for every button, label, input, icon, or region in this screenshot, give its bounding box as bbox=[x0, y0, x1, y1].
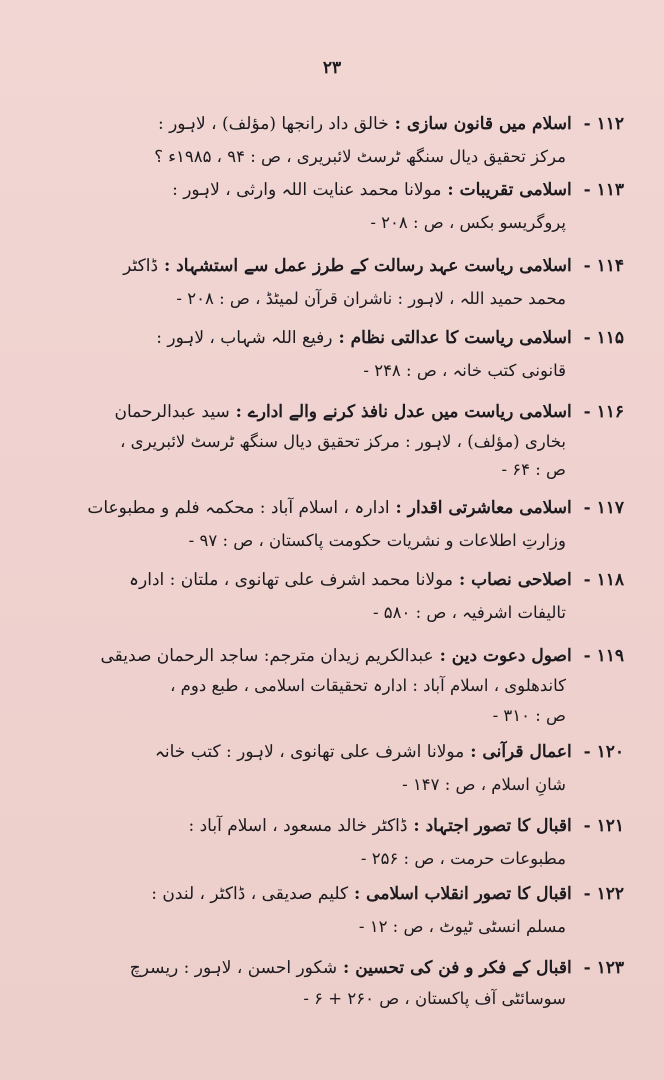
entry-details: شکور احسن ، لاہور : ریسرچ bbox=[129, 958, 338, 978]
entry-number: ۱۲۱ - bbox=[583, 816, 624, 836]
entry-heading bbox=[129, 568, 624, 592]
entry-continuation: کاندھلوی ، اسلام آباد : ادارہ تحقیقات اسلامی ، طبع دوم ، bbox=[170, 676, 566, 695]
entry-number: ۱۱۹ - bbox=[583, 646, 624, 666]
entry-title: اسلامی معاشرتی اقدار : bbox=[395, 498, 572, 518]
entry-details: مولانا اشرف علی تھانوی ، لاہور : کتب خانہ bbox=[154, 742, 465, 762]
entry-details: ادارہ ، اسلام آباد : محکمہ فلم و مطبوعات bbox=[87, 498, 390, 518]
entry-heading bbox=[115, 400, 624, 424]
entry-continuation: وزارتِ اطلاعات و نشریات حکومت پاکستان ، ص : ۹۷ - bbox=[188, 531, 566, 550]
entry-details: کلیم صدیقی ، ڈاکٹر ، لندن : bbox=[151, 884, 349, 904]
entry-heading bbox=[172, 178, 624, 202]
entry-details: سید عبدالرحمان bbox=[114, 402, 230, 422]
entry-number: ۱۱۴ - bbox=[583, 256, 624, 276]
entry-continuation: قانونی کتب خانہ ، ص : ۲۴۸ - bbox=[363, 361, 566, 380]
entry-number: ۱۱۷ - bbox=[583, 498, 624, 518]
entry-details: عبدالکریم زیدان مترجم: ساجد الرحمان صدیقی bbox=[100, 646, 434, 666]
entry-continuation: سوسائٹی آف پاکستان ، ص ۲۶۰ + ۶ - bbox=[303, 989, 566, 1008]
entry-heading bbox=[156, 326, 624, 350]
entry-heading bbox=[87, 496, 624, 520]
entry-number: ۱۲۳ - bbox=[583, 958, 624, 978]
entry-title: اقبال کا تصور اجتہاد : bbox=[413, 816, 572, 836]
entry-number: ۱۲۰ - bbox=[583, 742, 624, 762]
entry-continuation: مرکز تحقیق دیال سنگھ ٹرسٹ لائبریری ، ص : ۹۴ ، ۱۹۸۵ء ؟ bbox=[154, 147, 566, 166]
entry-continuation: بخاری (مؤلف) ، لاہور : مرکز تحقیق دیال سنگھ ٹرسٹ لائبریری ، bbox=[120, 432, 566, 451]
entry-number: ۱۱۵ - bbox=[583, 328, 624, 348]
entry-continuation: مسلم انسٹی ٹیوٹ ، ص : ۱۲ - bbox=[358, 917, 566, 936]
entry-title: اسلامی ریاست کا عدالتی نظام : bbox=[338, 328, 572, 348]
entry-continuation: پروگریسو بکس ، ص : ۲۰۸ - bbox=[370, 213, 566, 232]
entry-title: اقبال کے فکر و فن کی تحسین : bbox=[343, 958, 572, 978]
entry-details: رفیع اللہ شہاب ، لاہور : bbox=[156, 328, 333, 348]
entry-heading bbox=[130, 956, 624, 980]
entry-continuation: ص : ۶۴ - bbox=[501, 460, 566, 479]
entry-details: ڈاکٹر bbox=[123, 256, 159, 276]
entry-title: اسلامی تقریبات : bbox=[447, 180, 572, 200]
entry-continuation: محمد حمید اللہ ، لاہور : ناشران قرآن لمیٹڈ ، ص : ۲۰۸ - bbox=[176, 289, 566, 308]
entry-heading bbox=[155, 740, 624, 764]
entry-heading bbox=[123, 254, 624, 278]
entry-title: اسلامی ریاست میں عدل نافذ کرنے والے ادارے : bbox=[235, 402, 572, 422]
entry-number: ۱۱۲ - bbox=[583, 114, 624, 134]
entry-title: اقبال کا تصور انقلاب اسلامی : bbox=[353, 884, 572, 904]
entry-details: مولانا محمد عنایت اللہ وارثی ، لاہور : bbox=[172, 180, 442, 200]
entry-title: اصلاحی نصاب : bbox=[458, 570, 572, 590]
entry-number: ۱۲۲ - bbox=[583, 884, 624, 904]
entry-title: اصول دعوت دین : bbox=[439, 646, 572, 666]
entry-details: خالق داد رانجھا (مؤلف) ، لاہور : bbox=[157, 114, 389, 134]
entry-continuation: تالیفات اشرفیہ ، ص : ۵۸۰ - bbox=[372, 603, 566, 622]
page-number: ۲۳ bbox=[322, 58, 342, 78]
entry-heading bbox=[151, 882, 624, 906]
entry-title: اسلامی ریاست عہد رسالت کے طرز عمل سے استشہاد : bbox=[163, 256, 572, 276]
entry-details: ڈاکٹر خالد مسعود ، اسلام آباد : bbox=[188, 816, 408, 836]
entry-title: اسلام میں قانون سازی : bbox=[394, 114, 572, 134]
entry-number: ۱۱۳ - bbox=[583, 180, 624, 200]
entry-continuation: مطبوعات حرمت ، ص : ۲۵۶ - bbox=[360, 849, 566, 868]
entry-heading bbox=[188, 814, 624, 838]
entry-heading bbox=[158, 112, 624, 136]
entry-continuation: ص : ۳۱۰ - bbox=[492, 706, 566, 725]
entry-number: ۱۱۶ - bbox=[583, 402, 624, 422]
entry-details: مولانا محمد اشرف علی تھانوی ، ملتان : ادارہ bbox=[129, 570, 454, 590]
entry-heading bbox=[101, 644, 624, 668]
entry-continuation: شانِ اسلام ، ص : ۱۴۷ - bbox=[402, 775, 566, 794]
entry-title: اعمال قرآنی : bbox=[470, 742, 572, 762]
entry-number: ۱۱۸ - bbox=[583, 570, 624, 590]
